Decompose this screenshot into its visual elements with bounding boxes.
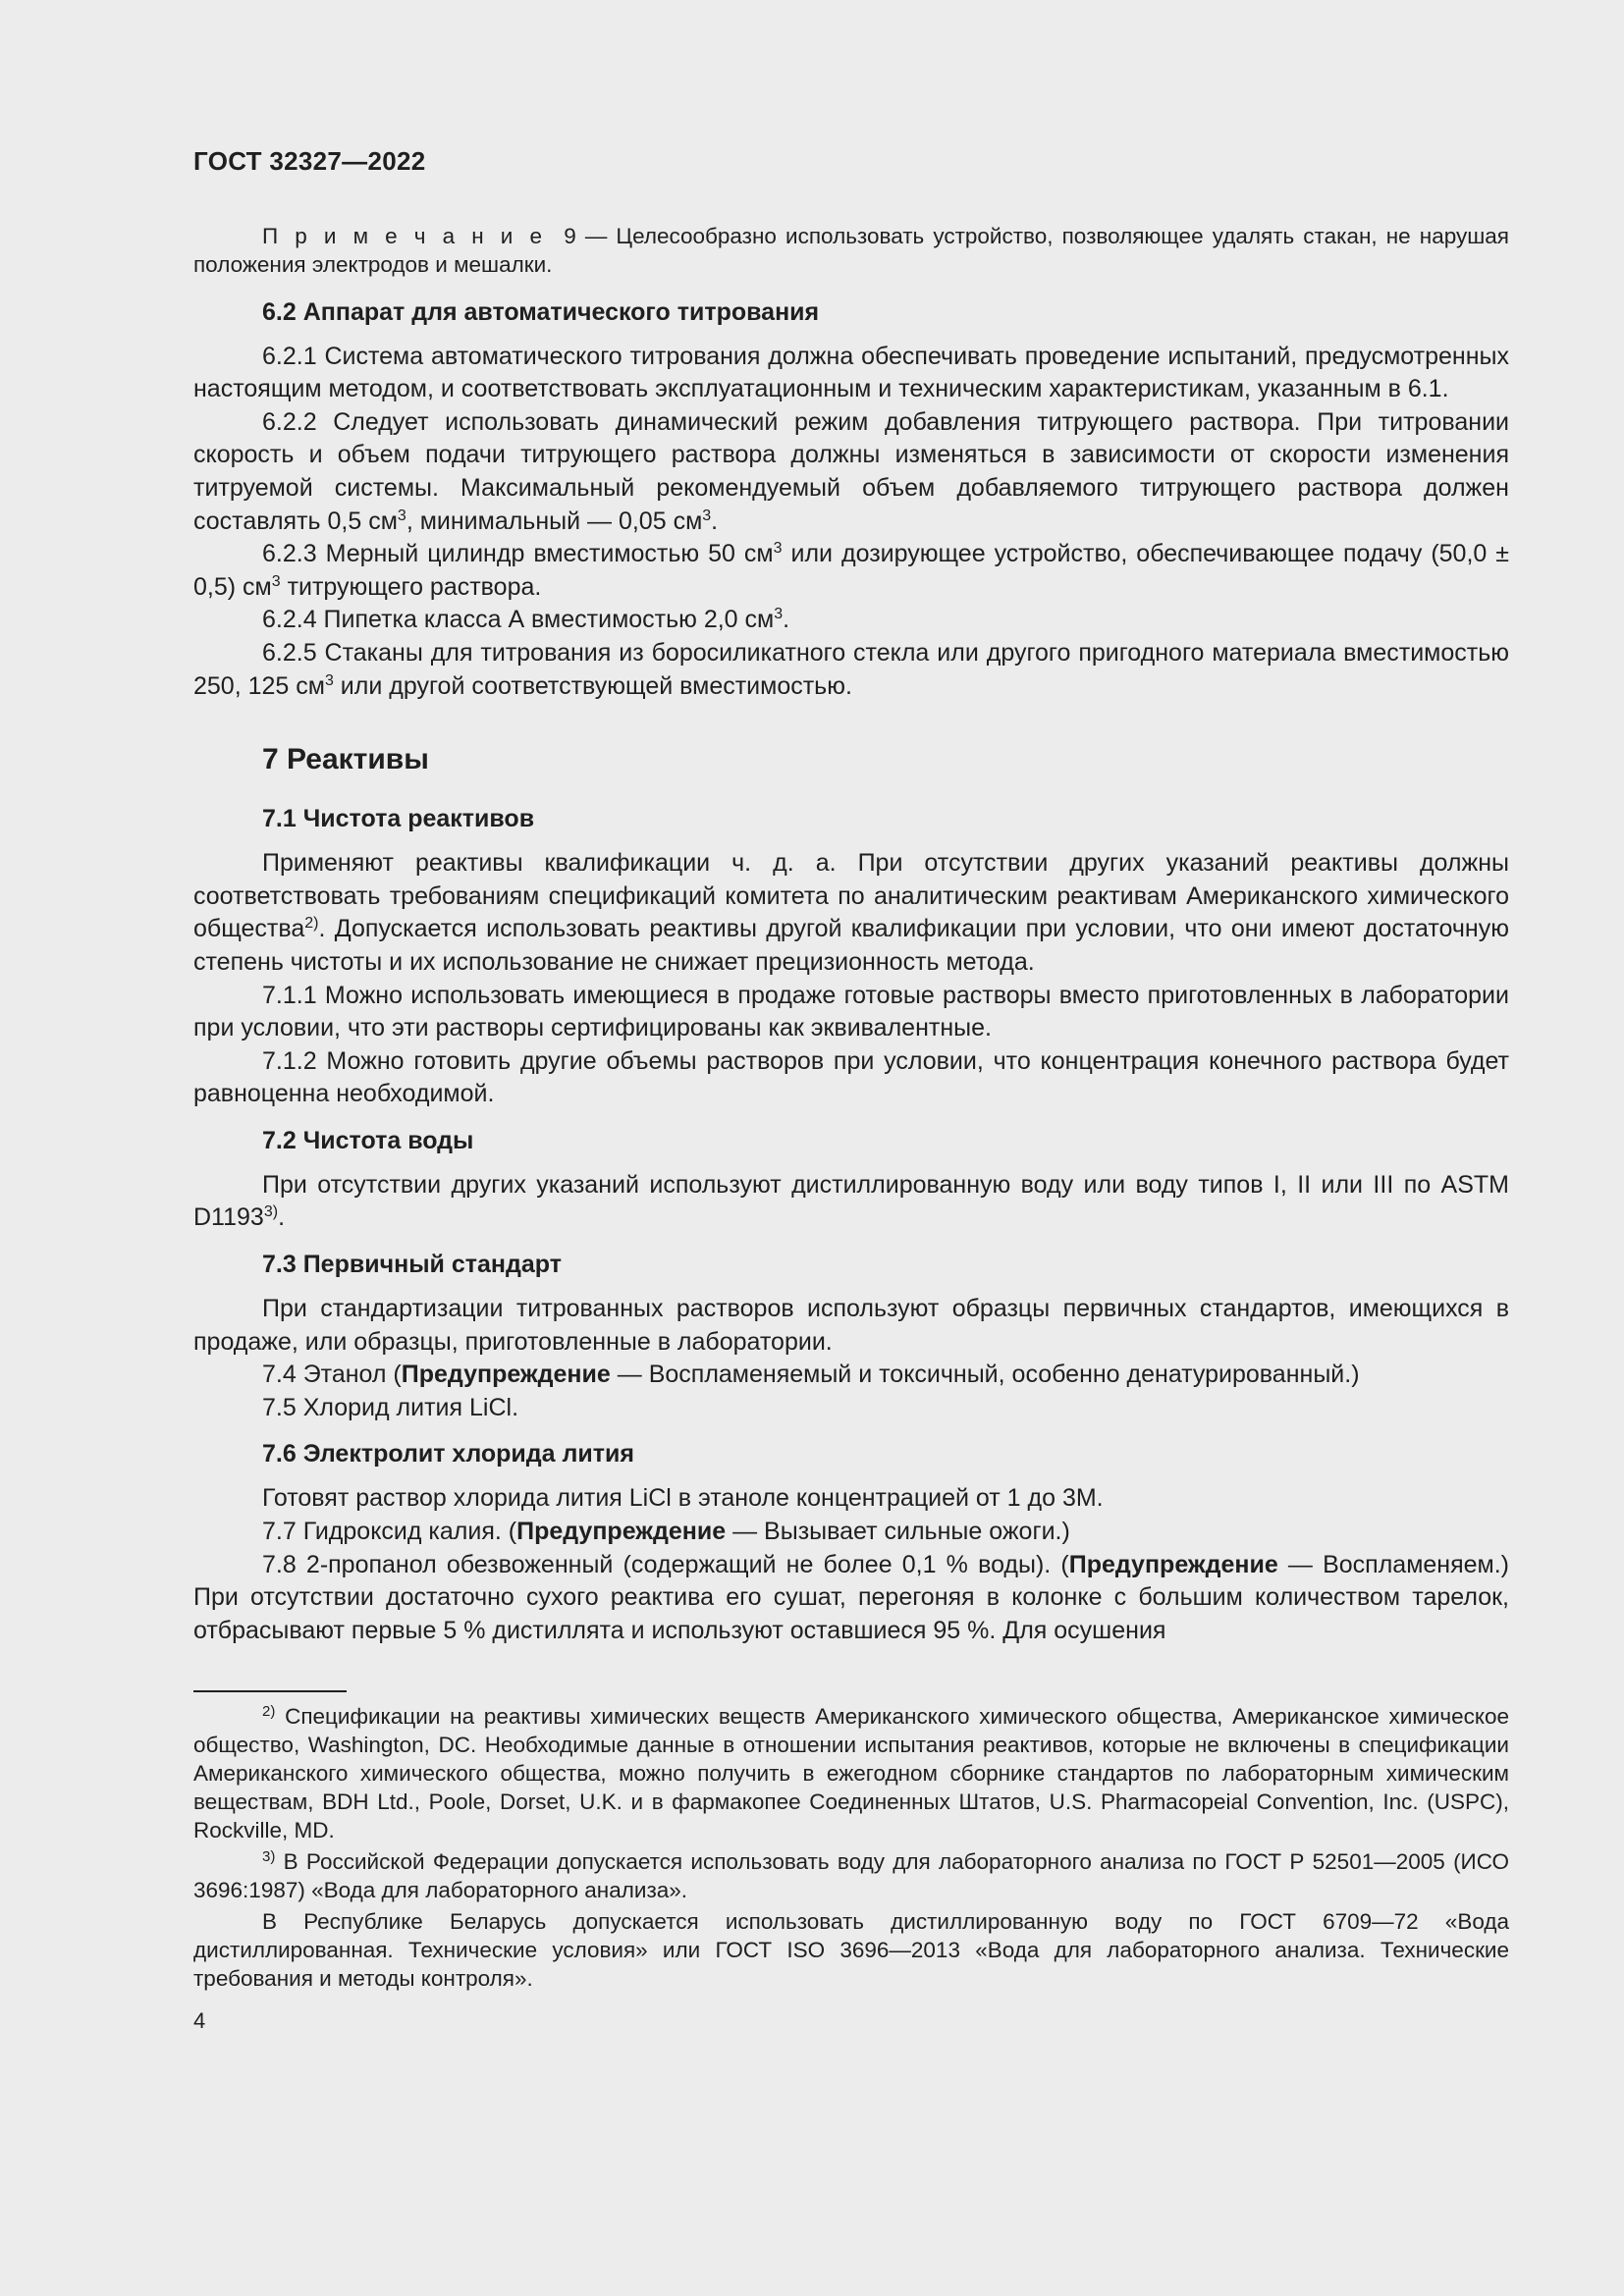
para-7-4: 7.4 Этанол (Предупреждение — Воспламеняемый и токсичный, особенно денатурированный.) (262, 1361, 1360, 1389)
warning-label: Предупреждение (401, 1361, 611, 1389)
para-7-1-1: 7.1.1 Можно использовать имеющиеся в продаже готовые растворы вместо приготовленных в лаборатории при условии, что эти растворы сертифицированы как эквивалентные. (193, 981, 1509, 1042)
note-9 (193, 222, 1509, 279)
section-7-title: 7 Реактивы (262, 743, 429, 776)
para-7-5: 7.5 Хлорид лития LiCl. (262, 1393, 519, 1421)
warning-label: Предупреждение (516, 1518, 727, 1546)
section-7-3-title: 7.3 Первичный стандарт (262, 1251, 562, 1279)
para-7-7: 7.7 Гидроксид калия. (Предупреждение — Вызывает сильные ожоги.) (262, 1518, 1070, 1546)
document-header: ГОСТ 32327—2022 (193, 146, 426, 176)
warning-label: Предупреждение (1068, 1550, 1278, 1578)
footnote-separator (193, 1690, 347, 1692)
para-6-2-5: 6.2.5 Стаканы для титрования из боросиликатного стекла или другого пригодного материала вместимостью 250, 125 $см^3$ или другой соответствующей вместимостью. (193, 638, 1509, 700)
footnote-3: $^{3)}$ В Российской Федерации допускается использовать воду для лабораторного анализа по ГОСТ Р 52501—2005 (ИСО 3696:1987) «Вода для лабораторного анализа». (193, 1848, 1509, 1903)
section-7-2-title: 7.2 Чистота воды (262, 1126, 474, 1154)
footnote-3-belarus: В Республике Беларусь допускается использовать дистиллированную воду по ГОСТ 6709—72 «Вода дистиллированная. Технические условия» или ГОСТ ISO 3696—2013 «Вода для лабораторного анализа. Технические требования и методы контроля». (193, 1909, 1509, 1992)
section-7-1-title: 7.1 Чистота реактивов (262, 805, 535, 833)
para-7-1-2: 7.1.2 Можно готовить другие объемы растворов при условии, что концентрация конечного раствора будет равноценна необходимой. (193, 1046, 1509, 1108)
para-6-2-1: 6.2.1 Система автоматического титрования должна обеспечивать проведение испытаний, предусмотренных настоящим методом, и соответствовать эксплуатационным и техническим характеристикам, указанным в 6.1. (193, 342, 1509, 403)
para-6-2-4: 6.2.4 Пипетка класса А вместимостью 2,0 $см^3$. (262, 606, 790, 634)
section-7-6-title: 7.6 Электролит хлорида лития (262, 1440, 634, 1468)
para-7-3: При стандартизации титрованных растворов используют образцы первичных стандартов, имеющихся в продаже, или образцы, приготовленные в лаборатории. (193, 1295, 1509, 1356)
note-label: П р и м е ч а н и е (262, 223, 546, 248)
footnote-ref-3: 3) (263, 1203, 279, 1221)
footnote-ref-2: 2) (304, 915, 319, 933)
para-6-2-2: 6.2.2 Следует использовать динамический режим добавления титрующего раствора. При титровании скорость и объем подачи титрующего раствора должны изменяться в зависимости от скорости изменения титруемой системы. Максимальный рекомендуемый объем добавляемого титрующего раствора должен составлять 0,5 $см^3$, минимальный — 0,05 $см^3$. (193, 407, 1509, 535)
footnote-2: $^{2)}$ Спецификации на реактивы химических веществ Американского химического общества, Американское химическое общество, Washington, DC. Необходимые данные в отношении испытания реактивов, которые не включены в спецификации Американского химического общества, можно получить в ежегодном сборнике стандартов по лабораторным химическим веществам, BDH Ltd., Poole, Dorset, U.K. и в фармакопее Соединенных Штатов, U.S. Pharmacopeial Convention, Inc. (USPC), Rockville, MD. (193, 1703, 1509, 1843)
note-text: 9 — Целесообразно использовать устройство, позволяющее удалять стакан, не нарушая положения электродов и мешалки. (193, 223, 1509, 277)
section-6-2-title: 6.2 Аппарат для автоматического титрования (262, 297, 820, 326)
para-7-6: Готовят раствор хлорида лития LiCl в этаноле концентрацией от 1 до 3М. (262, 1484, 1104, 1513)
para-7-1: Применяют реактивы квалификации ч. д. а. При отсутствии других указаний реактивы должны соответствовать требованиям спецификаций комитета по аналитическим реактивам Американского химического общества$^{2)}$. Допускается использовать реактивы другой квалификации при условии, что они имеют достаточную степень чистоты и их использование не снижает прецизионность метода. (193, 849, 1509, 976)
para-7-2: При отсутствии других указаний используют дистиллированную воду или воду типов I, II или III по ASTM D1193$^{3)}$. (193, 1170, 1509, 1232)
page-content (193, 145, 1509, 2038)
para-6-2-3: 6.2.3 Мерный цилиндр вместимостью 50 $см^3$ или дозирующее устройство, обеспечивающее подачу (50,0 ± 0,5) $см^3$ титрующего раствора. (193, 540, 1509, 601)
para-7-8: 7.8 2-пропанол обезвоженный (содержащий не более 0,1 % воды). (Предупреждение — Воспламеняем.) При отсутствии достаточно сухого реактива его сушат, перегоняя в колонке с большим количеством тарелок, отбрасывают первые 5 % дистиллята и используют оставшиеся 95 %. Для осушения (193, 1550, 1509, 1644)
page-number: 4 (193, 2008, 206, 2034)
